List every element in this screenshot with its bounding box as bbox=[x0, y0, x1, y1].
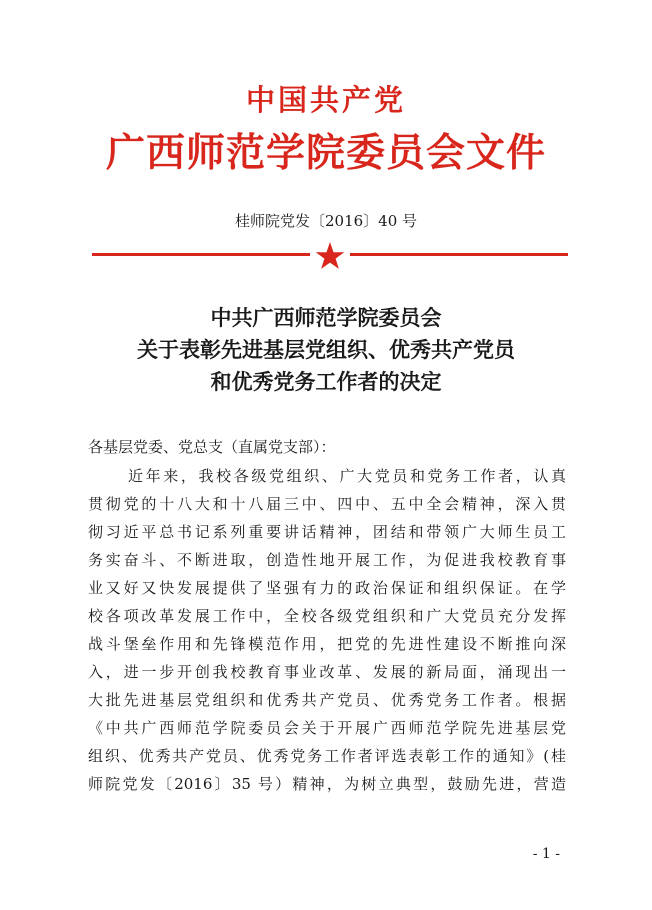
body-line: 师院党发〔2016〕35 号）精神，为树立典型，鼓励先进，营造 bbox=[88, 775, 566, 793]
party-name-header: 中国共产党 bbox=[245, 83, 406, 117]
body-line: 组织、优秀共产党员、优秀党务工作者评选表彰工作的通知》(桂 bbox=[88, 747, 566, 765]
divider-left-line bbox=[92, 253, 310, 256]
title-line-2: 关于表彰先进基层党组织、优秀共产党员 bbox=[137, 337, 515, 362]
body-line: 业又好又快发展提供了坚强有力的政治保证和组织保证。在学 bbox=[88, 579, 566, 597]
body-line: 贯彻党的十八大和十八届三中、四中、五中全会精神，深入贯 bbox=[88, 495, 566, 513]
title-line-3: 和优秀党务工作者的决定 bbox=[210, 369, 442, 394]
body-line: 近年来，我校各级党组织、广大党员和党务工作者，认真 bbox=[128, 467, 566, 485]
body-line: 大批先进基层党组织和优秀共产党员、优秀党务工作者。根据 bbox=[88, 691, 566, 709]
committee-file-header: 广西师范学院委员会文件 bbox=[105, 130, 546, 176]
body-line: 战斗堡垒作用和先锋模范作用，把党的先进性建设不断推向深 bbox=[88, 635, 566, 653]
body-line: 《中共广西师范学院委员会关于开展广西师范学院先进基层党 bbox=[88, 719, 566, 737]
body-line: 入，进一步开创我校教育事业改革、发展的新局面，涌现出一 bbox=[88, 663, 566, 681]
salutation: 各基层党委、党总支（直属党支部）： bbox=[88, 438, 336, 456]
divider-right-line bbox=[350, 253, 568, 256]
star-icon bbox=[316, 242, 345, 269]
body-line: 务实奋斗、不断进取，创造性地开展工作，为促进我校教育事 bbox=[88, 551, 566, 569]
page-number: - 1 - bbox=[532, 846, 560, 862]
red-divider-with-star bbox=[92, 242, 568, 272]
document-number: 桂师院党发〔2016〕40 号 bbox=[234, 212, 418, 230]
body-line: 彻习近平总书记系列重要讲话精神，团结和带领广大师生员工 bbox=[88, 523, 566, 541]
body-paragraph bbox=[88, 462, 566, 798]
document-title bbox=[0, 302, 652, 398]
title-line-1: 中共广西师范学院委员会 bbox=[210, 305, 442, 330]
body-line: 校各项改革发展工作中，全校各级党组织和广大党员充分发挥 bbox=[88, 607, 566, 625]
